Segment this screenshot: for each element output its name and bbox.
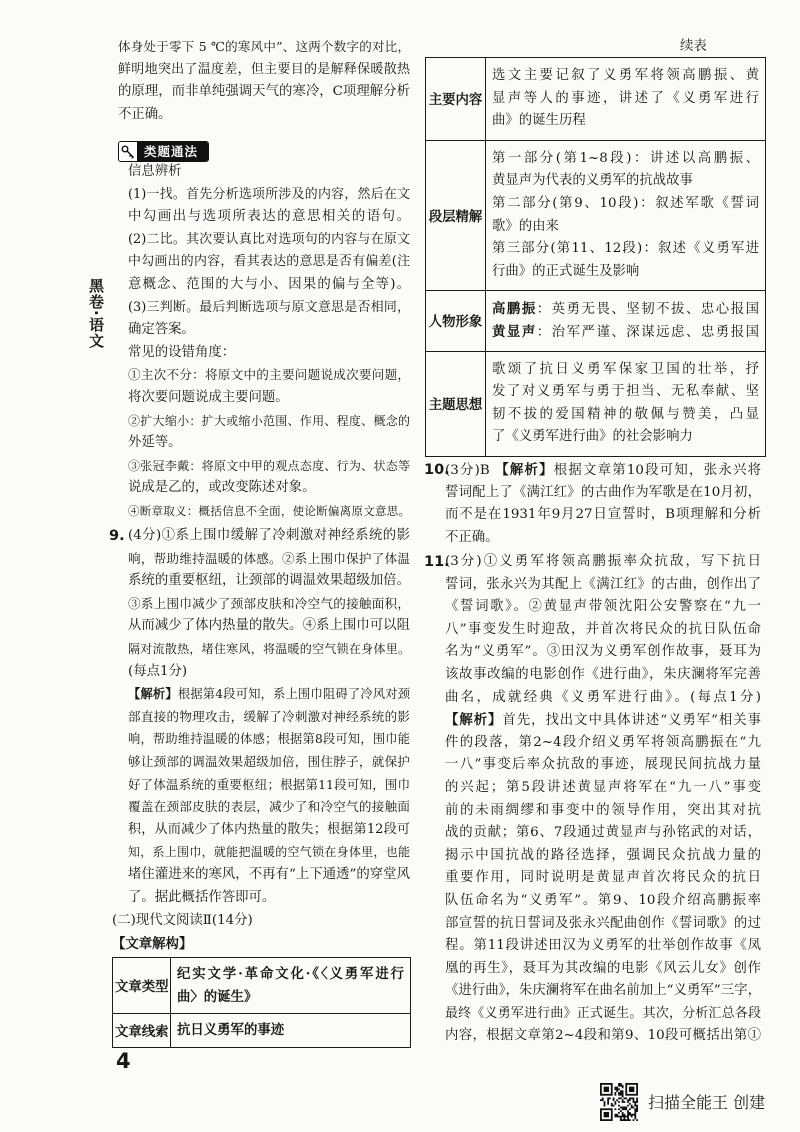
table-row xyxy=(426,351,766,456)
text-line xyxy=(128,864,410,887)
question-number: 9. xyxy=(109,528,125,544)
line-text: 名为“义勇军”。③田汉为义勇军创作故事，聂耳为 xyxy=(445,644,761,660)
table-content-cell xyxy=(486,140,766,291)
line-text: 歌》的由来 xyxy=(492,218,559,234)
line-text: 外延等。 xyxy=(128,435,182,451)
text-line xyxy=(128,728,410,751)
line-text: (2)二比。其次要认真比对选项句的内容与在原文 xyxy=(128,231,410,247)
line-text: 前的未雨绸缪和事变中的领导作用，突出其对抗 xyxy=(445,802,761,818)
continued-label: 续表 xyxy=(680,39,707,54)
text-line xyxy=(118,36,410,59)
text-line xyxy=(118,104,410,127)
table-header-cell: 主要内容 xyxy=(426,58,486,141)
text-line xyxy=(128,819,410,842)
cell-lines xyxy=(492,65,759,133)
side-label: 黑卷·语文 xyxy=(87,278,105,349)
line-text: 歌颂了抗日义勇军保家卫国的壮举，抒 xyxy=(492,361,759,377)
line-text: 队伍命名为“义勇军”。第9、10段介绍高鹏振率 xyxy=(445,892,761,908)
line-text: 行曲》的正式诞生及影响 xyxy=(492,263,640,279)
line-text: 最终《义勇军进行曲》正式诞生。其次，分析汇总各段 xyxy=(445,1005,761,1021)
line-content xyxy=(445,463,761,478)
text-line xyxy=(128,525,410,548)
table-header-cell: 文章类型 xyxy=(113,958,171,1014)
text-line xyxy=(445,482,761,505)
line-text: (3)三判断。最后判断选项与原文意思是否相同， xyxy=(128,299,410,315)
line-text: (1)一找。首先分析选项所涉及的内容，然后在文 xyxy=(128,186,410,202)
cell-lines xyxy=(492,359,759,449)
text-line xyxy=(445,980,761,1003)
line-text: (4分)①系上围巾缓解了冷刺激对神经系统的影 xyxy=(128,528,410,543)
table-content-cell xyxy=(486,58,766,141)
line-text: 中勾画出的内容，看其表达的意思是否有偏差(注 xyxy=(128,254,410,270)
line-text: 显声等人的事迹，讲述了《义勇军进行 xyxy=(492,90,759,106)
text-line xyxy=(445,890,761,913)
table-content-cell xyxy=(171,958,411,1014)
qr-code xyxy=(600,1083,638,1121)
text-line xyxy=(118,59,410,82)
text-line xyxy=(177,963,404,986)
line-text: ①主次不分：将原文中的主要问题说成次要问题， xyxy=(128,367,410,383)
structure-table-continued xyxy=(425,57,766,457)
text-line xyxy=(128,548,410,571)
line-text: 该故事改编的电影创作《进行曲》，朱庆澜将军完善 xyxy=(445,666,761,682)
text-line xyxy=(492,359,759,382)
text-line xyxy=(492,261,759,284)
line-text: 第二部分(第9、10段)：叙述军歌《誓词 xyxy=(492,195,759,211)
line-text: 内容，根据文章第2~4段和第9、10段可概括出第① xyxy=(445,1028,761,1044)
line-segment: (3分)B xyxy=(445,463,496,478)
line-text: 了《义勇军进行曲》的社会影响力 xyxy=(492,429,693,445)
line-text: 知，系上围巾，就能把温暖的空气锁在身体里，也能 xyxy=(128,845,410,860)
line-content xyxy=(492,325,759,340)
text-line xyxy=(492,381,759,404)
text-line xyxy=(492,404,759,427)
line-text: 意概念、范围的大与小、因果的偏与全等)。 xyxy=(128,276,410,292)
method-section xyxy=(128,161,410,523)
text-line xyxy=(492,110,759,133)
line-text: 信息辨析 xyxy=(128,164,182,179)
table-content-cell xyxy=(486,291,766,351)
text-line xyxy=(128,796,410,819)
text-line xyxy=(128,297,410,320)
text-line xyxy=(492,426,759,449)
question-10 xyxy=(424,459,761,549)
text-line xyxy=(128,500,410,523)
bold-label: 【解析】 xyxy=(495,462,554,478)
text-line xyxy=(492,216,759,239)
text-line xyxy=(492,170,759,193)
text-line xyxy=(128,410,410,433)
line-text: 不正确。 xyxy=(118,106,172,122)
table-row xyxy=(426,291,766,351)
table-row xyxy=(426,58,766,141)
text-line xyxy=(177,1019,404,1042)
line-text: 覆盖在颈部皮肤的表层，减少了和冷空气的接触面 xyxy=(128,799,410,815)
table-content-cell xyxy=(171,1014,411,1048)
text-line xyxy=(492,321,759,344)
table-row xyxy=(113,958,411,1014)
text-line xyxy=(128,184,410,207)
text-line xyxy=(118,81,410,104)
cell-lines xyxy=(492,148,759,284)
text-line xyxy=(128,455,410,478)
line-text: 响，帮助维持温暖的体感；根据第8段可知，围巾能 xyxy=(128,732,410,747)
text-line xyxy=(128,206,410,229)
page-number: 4 xyxy=(116,1049,131,1073)
line-text: 战的贡献；第6、7段通过黄显声与孙铭武的对话， xyxy=(445,825,761,841)
scanner-watermark: 扫描全能王 创建 xyxy=(648,1093,766,1112)
text-line xyxy=(445,596,761,619)
line-text: 重要作用，同时说明是黄显声首次将民众的抗日 xyxy=(445,870,761,886)
text-line xyxy=(128,274,410,297)
structure-label: 【文章解构】 xyxy=(112,935,193,952)
tip-label: 类题通法 xyxy=(138,142,208,161)
text-line xyxy=(445,1003,761,1026)
line-text: 从而减少了体内热量的散失。④系上围巾可以阻 xyxy=(128,618,410,634)
line-text: 曲名，成就经典《义勇军进行曲》。(每点1分) xyxy=(445,689,761,705)
text-line xyxy=(445,664,761,687)
line-segment: 根据第4段可知，系上围巾阻碍了冷风对颈 xyxy=(177,687,410,702)
text-line xyxy=(128,229,410,252)
text-line xyxy=(445,459,761,482)
text-line xyxy=(445,754,761,777)
bold-label: 黄显声 xyxy=(492,323,537,340)
question-number: 10. xyxy=(424,462,450,478)
line-text: 说成是乙的，或改变陈述对象。 xyxy=(128,480,316,496)
intro-paragraph xyxy=(118,36,410,126)
question-10-lines xyxy=(445,459,761,549)
text-line xyxy=(128,432,410,455)
text-line xyxy=(445,551,761,574)
line-text: 誓词配上了《满江红》的古曲作为军歌是在10月初， xyxy=(445,484,761,500)
table-header-cell: 人物形象 xyxy=(426,291,486,351)
line-segment: ：英勇无畏、坚韧不拔、忠心报国 xyxy=(536,302,760,318)
text-line xyxy=(445,641,761,664)
key-icon xyxy=(119,142,138,161)
line-text: 件的段落，第2~4段介绍义勇军将领高鹏振在“九 xyxy=(445,734,761,750)
section-title: (二)现代文阅读Ⅱ(14分) xyxy=(112,913,253,928)
text-line xyxy=(128,593,410,616)
text-line xyxy=(445,504,761,527)
line-text: 确定答案。 xyxy=(128,322,195,338)
text-line xyxy=(128,342,410,365)
line-text: 八”事变发生时迎敌，并首次将民众的抗日队伍命 xyxy=(445,621,761,637)
text-line xyxy=(492,193,759,216)
section-heading xyxy=(112,910,410,955)
table-header-cell: 段层精解 xyxy=(426,140,486,291)
line-text: (每点1分) xyxy=(128,663,188,679)
text-line xyxy=(445,800,761,823)
line-text: 堵住灌进来的寒风，不再有“上下通透”的穿堂风 xyxy=(128,866,410,882)
cell-lines xyxy=(177,963,404,1008)
text-line xyxy=(445,709,761,732)
text-line xyxy=(128,887,410,910)
table-header-cell: 主题思想 xyxy=(426,351,486,456)
line-text: 部直接的物理攻击，缓解了冷刺激对神经系统的影 xyxy=(128,708,410,724)
line-text: 够让颈部的调温效果超级加倍，围住脖子，就保护 xyxy=(128,753,410,769)
line-text: 的兴起；第5段讲述黄显声将军在“九一八”事变 xyxy=(445,779,761,795)
line-text: 凰的再生》，聂耳为其改编的电影《风云儿女》创作 xyxy=(445,960,761,976)
line-segment: 根据文章第10段可知，张永兴将 xyxy=(553,463,761,478)
question-number: 11. xyxy=(424,554,450,570)
text-line xyxy=(128,615,410,638)
line-text: 抗日义勇军的事迹 xyxy=(177,1022,285,1039)
table-row xyxy=(426,140,766,291)
question-11-lines xyxy=(445,551,761,1048)
line-text: 韧不拔的爱国精神的敬佩与赞美，凸显 xyxy=(492,406,759,422)
line-text: 第三部分(第11、12段)：叙述《义勇军进 xyxy=(492,241,759,257)
text-line xyxy=(128,319,410,342)
line-text: 《进行曲》，朱庆澜将军在曲名前加上“义勇军”三字， xyxy=(445,983,761,999)
line-text: ④断章取义：概括信息不全面，使论断偏离原文意思。 xyxy=(128,503,410,518)
text-line xyxy=(445,574,761,597)
text-line xyxy=(128,751,410,774)
text-line xyxy=(492,148,759,171)
text-line xyxy=(128,364,410,387)
text-line xyxy=(128,570,410,593)
line-text: ②扩大缩小：扩大或缩小范围、作用、程度、概念的 xyxy=(128,413,410,428)
text-line xyxy=(128,774,410,797)
line-text: 了。据此概括作答即可。 xyxy=(128,889,276,905)
tip-badge xyxy=(118,141,209,162)
text-line xyxy=(445,935,761,958)
bold-label: 高鹏振 xyxy=(492,301,537,318)
text-line xyxy=(445,687,761,710)
line-content xyxy=(492,302,759,317)
text-line xyxy=(445,777,761,800)
text-line xyxy=(128,683,410,706)
text-line xyxy=(445,913,761,936)
text-line xyxy=(128,661,410,684)
line-text: 曲》的诞生历程 xyxy=(492,113,586,129)
text-line xyxy=(128,161,410,184)
text-line xyxy=(445,1025,761,1048)
question-9-lines xyxy=(128,525,410,909)
line-text: 程。第11段讲述田汉为义勇军的壮举创作故事《凤 xyxy=(445,938,761,954)
text-line xyxy=(128,251,410,274)
line-text: 鲜明地突出了温度差，但主要目的是解释保暖散热 xyxy=(118,61,410,77)
line-text: 纪实文学·革命文化·《〈义勇军进行 xyxy=(177,966,404,982)
line-text: ③张冠李戴：将原文中甲的观点态度、行为、状态等 xyxy=(128,458,410,473)
text-line xyxy=(492,65,759,88)
text-line xyxy=(128,387,410,410)
line-text: 誓词，张永兴为其配上《满江红》的古曲，创作出了 xyxy=(445,576,761,592)
method-lines xyxy=(128,161,410,523)
text-line xyxy=(177,986,404,1009)
bold-label: 【解析】 xyxy=(128,687,178,702)
line-text: 黄显声为代表的义勇军的抗战故事 xyxy=(492,173,693,189)
text-line xyxy=(492,238,759,261)
text-line xyxy=(128,841,410,864)
line-text: 揭示中国抗战的路径选择，强调民众抗战力量的 xyxy=(445,847,761,863)
line-text: 《誓词歌》。②黄显声带领沈阳公安警察在“九一 xyxy=(445,599,761,615)
line-text: 系统的重要枢纽，让颈部的调温效果超级加倍。 xyxy=(128,573,410,589)
line-content xyxy=(128,687,410,701)
line-text: 选文主要记叙了义勇军将领高鹏振、黄 xyxy=(492,68,759,83)
line-text: (3分)①义勇军将领高鹏振率众抗敌，写下抗日 xyxy=(445,554,761,569)
intro-lines xyxy=(118,36,410,126)
line-text: 部宣誓的抗日誓词及张永兴配曲创作《誓词歌》的过 xyxy=(445,915,761,931)
text-line xyxy=(445,732,761,755)
text-line xyxy=(445,867,761,890)
line-segment: 首先，找出文中具体讲述“义勇军”相关事 xyxy=(502,713,761,729)
text-line xyxy=(128,706,410,729)
line-text: 一八”事变后率众抗敌的事迹，展现民间抗战力量 xyxy=(445,757,761,773)
line-content xyxy=(445,713,761,728)
table-content-cell xyxy=(486,351,766,456)
text-line xyxy=(445,822,761,845)
bold-label: 【解析】 xyxy=(445,712,503,729)
line-text: 第一部分(第1~8段)：讲述以高鹏振、 xyxy=(492,150,759,166)
text-line xyxy=(128,477,410,500)
text-line xyxy=(492,298,759,321)
text-line xyxy=(445,845,761,868)
line-text: 隔对流散热，堵住寒风，将温暖的空气锁在身体里。 xyxy=(128,641,410,656)
structure-table xyxy=(112,957,411,1048)
line-segment: ：治军严谨、深谋远虑、忠勇报国 xyxy=(536,324,760,340)
line-text: 曲〉的诞生》 xyxy=(177,988,258,1005)
line-text: 发了对义勇军与勇于担当、无私奉献、坚 xyxy=(492,384,759,400)
line-text: 而不是在1931年9月27日宣誓时，B项理解和分析 xyxy=(445,507,761,523)
line-text: 不正确。 xyxy=(445,529,499,545)
line-text: 将次要问题说成主要问题。 xyxy=(128,389,289,405)
cell-lines xyxy=(492,298,759,343)
text-line xyxy=(445,619,761,642)
line-text: 积，从而减少了体内热量的散失；根据第12段可 xyxy=(128,821,410,837)
cell-lines xyxy=(177,1019,404,1042)
line-text: 常见的设错角度： xyxy=(128,344,236,360)
line-text: 体身处于零下 5 ℃的寒风中”、这两个数字的对比， xyxy=(118,39,410,54)
table-header-cell: 文章线索 xyxy=(113,1014,171,1048)
question-11 xyxy=(424,551,761,1048)
text-line xyxy=(445,527,761,550)
text-line xyxy=(492,88,759,111)
text-line xyxy=(128,638,410,661)
question-9 xyxy=(109,525,410,909)
line-text: 响，帮助维持温暖的体感。②系上围巾保护了体温 xyxy=(128,550,410,566)
line-text: 中勾画出与选项所表达的意思相关的语句。 xyxy=(128,209,410,225)
line-text: ③系上围巾减少了颈部皮肤和冷空气的接触面积， xyxy=(128,595,410,611)
line-text: 好了体温系统的重要枢纽；根据第11段可知，围巾 xyxy=(128,776,410,792)
line-text: 的原理，而非单纯强调天气的寒冷，C项理解分析 xyxy=(118,84,410,100)
table-row xyxy=(113,1014,411,1048)
text-line xyxy=(445,958,761,981)
